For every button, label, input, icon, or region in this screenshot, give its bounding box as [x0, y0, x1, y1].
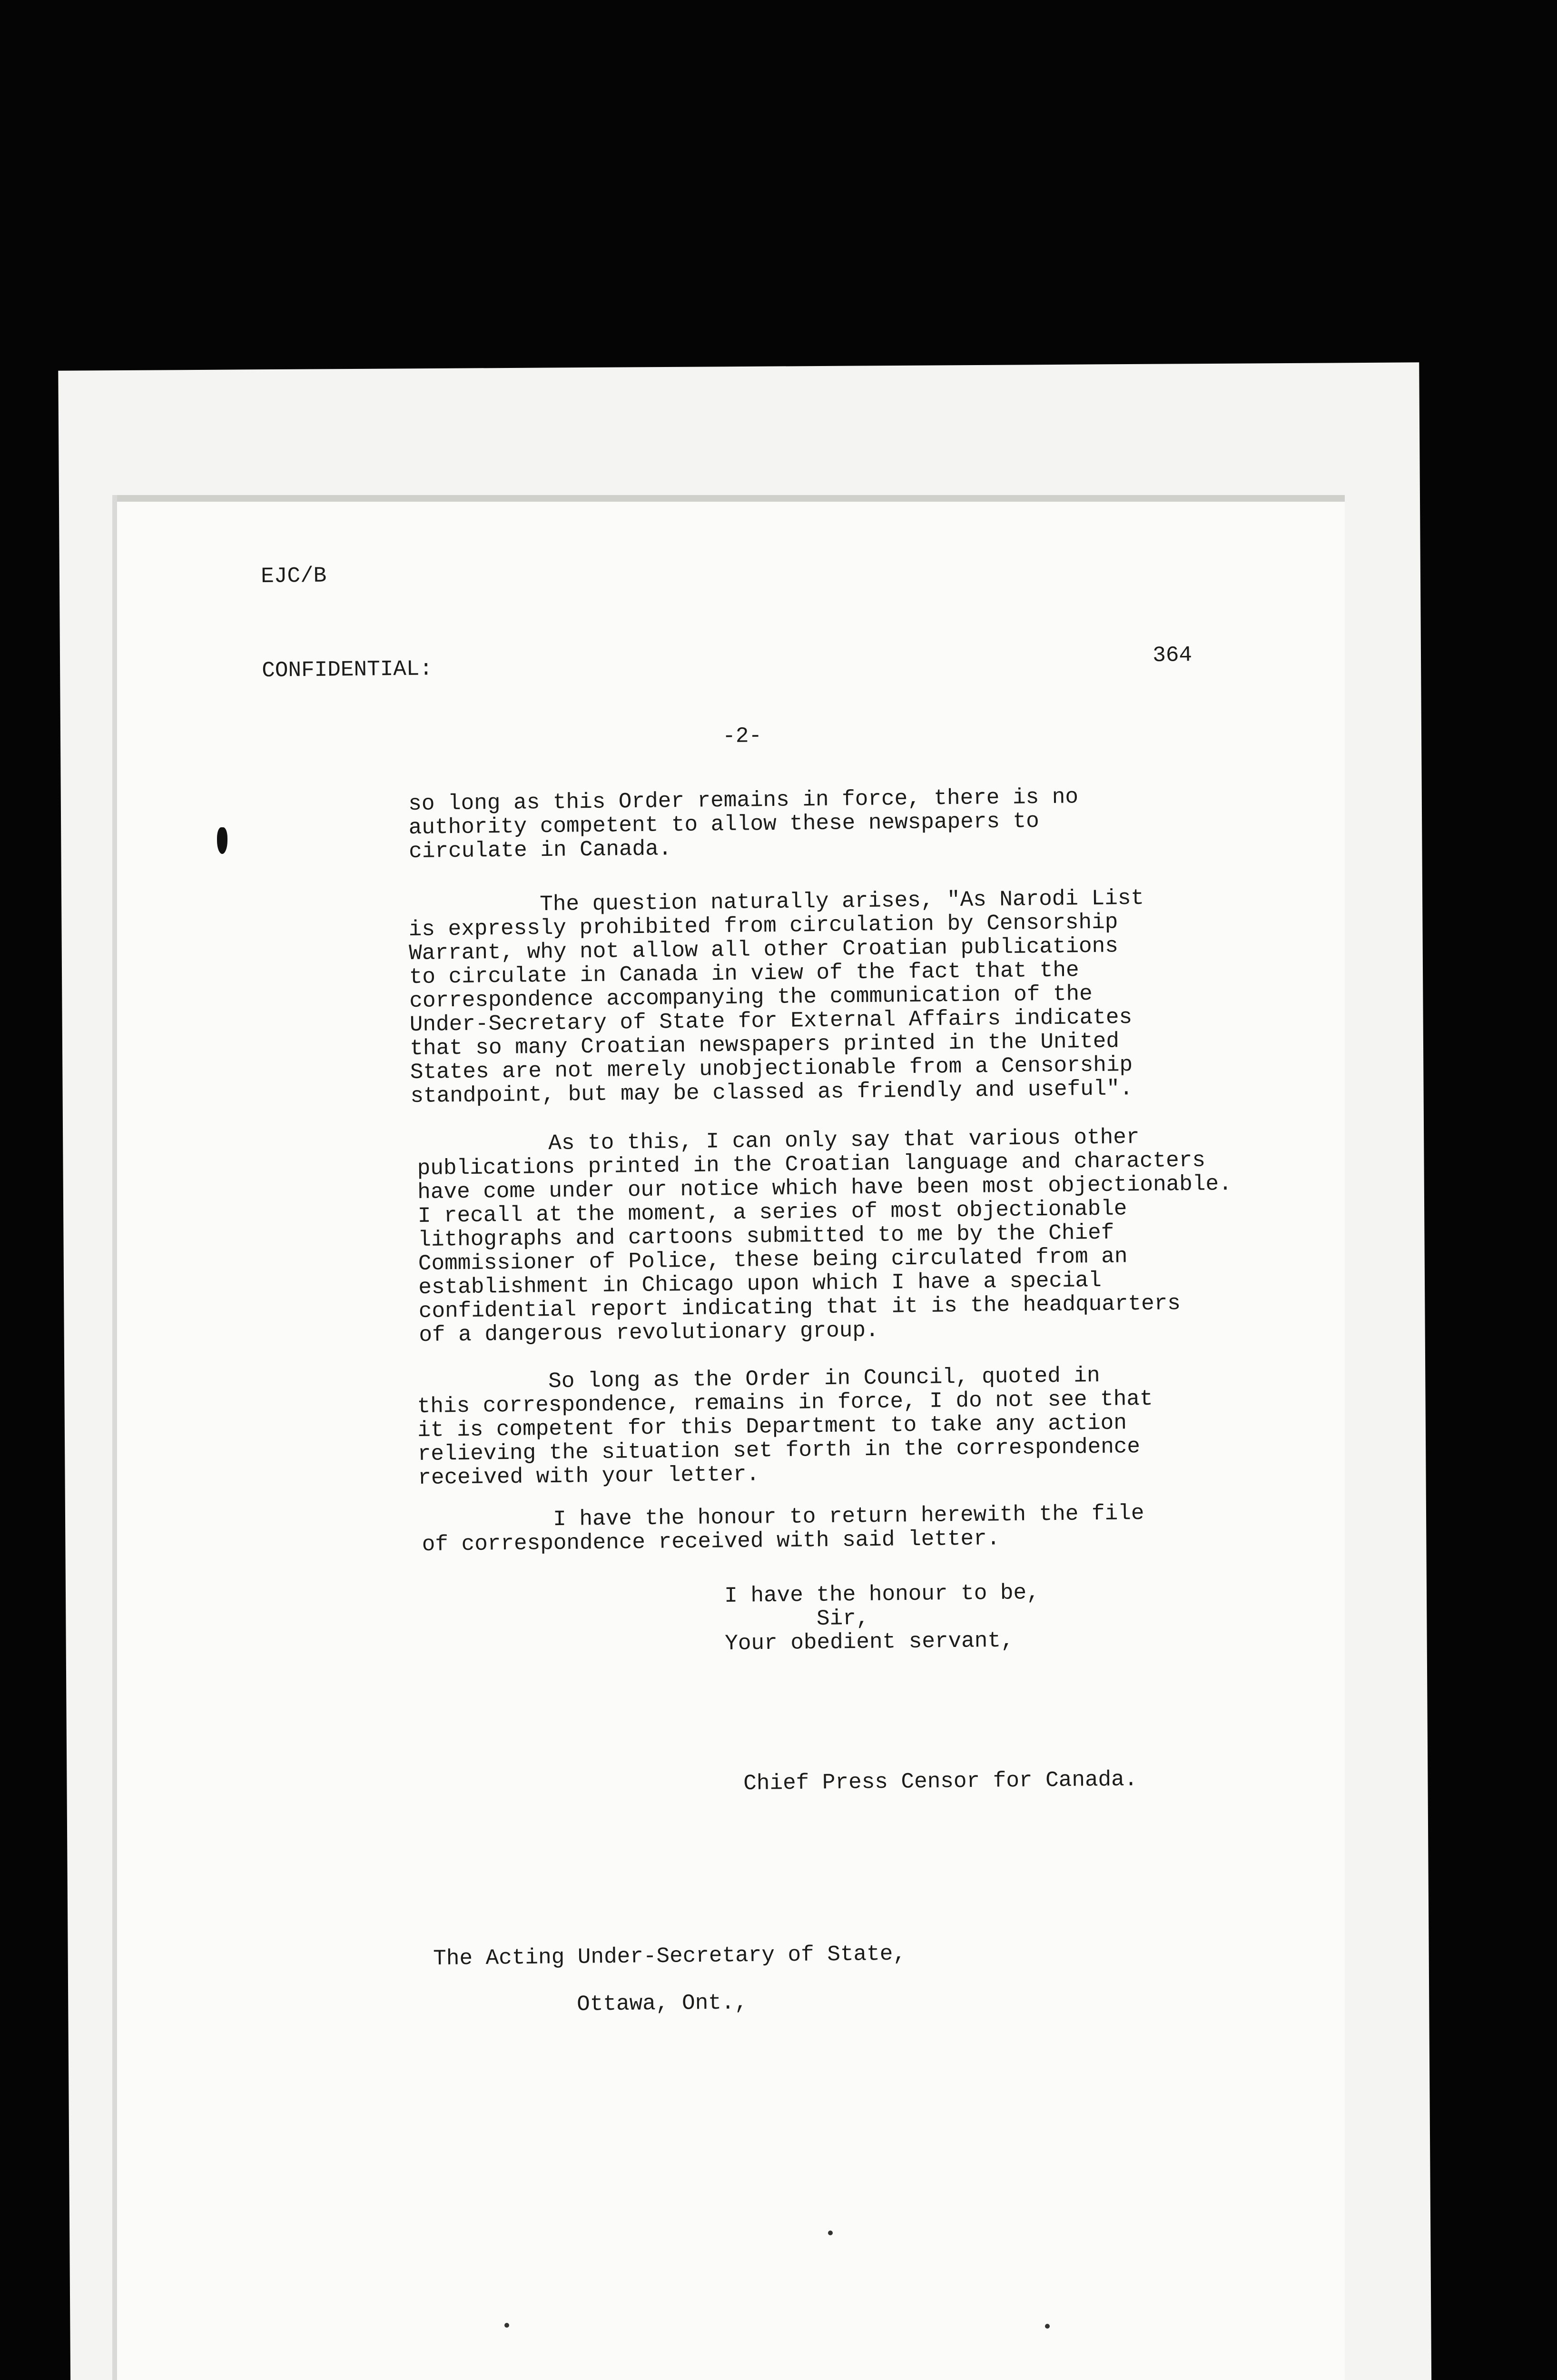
text-line: I recall at the moment, a series of most objectionable — [417, 1196, 1127, 1229]
text-line: Commissioner of Police, these being circulated from an — [418, 1244, 1128, 1276]
classification-heading: CONFIDENTIAL: — [261, 656, 433, 683]
text-line: The question naturally arises, "As Narodi List — [408, 885, 1144, 918]
page-speck — [1045, 2324, 1050, 2329]
paragraph-4 — [417, 1363, 1153, 1490]
text-line: Warrant, why not allow all other Croatian publications — [409, 933, 1119, 966]
text-line: to circulate in Canada in view of the fact that the — [409, 958, 1079, 990]
text-line: relieving the situation set forth in the correspondence — [417, 1434, 1141, 1467]
text-line: so long as this Order remains in force, there is no — [408, 784, 1079, 816]
page-number: -2- — [722, 724, 762, 749]
text-line: it is competent for this Department to take any action — [417, 1410, 1127, 1443]
page-speck — [504, 2323, 509, 2328]
text-line: So long as the Order in Council, quoted in — [416, 1363, 1100, 1395]
text-line: received with your letter. — [418, 1462, 760, 1490]
page-top-edge — [117, 495, 1345, 502]
paragraph-5 — [422, 1501, 1144, 1557]
text-line: of a dangerous revolutionary group. — [419, 1318, 879, 1348]
text-line: States are not merely unobjectionable from a Censorship — [410, 1052, 1133, 1085]
text-line: of correspondence received with said letter. — [422, 1526, 1000, 1557]
text-line: standpoint, but may be classed as friendly and useful". — [410, 1076, 1133, 1109]
reference-initials: EJC/B — [260, 563, 327, 589]
addressee: The Acting Under-Secretary of State, — [433, 1941, 907, 1971]
text-line: authority competent to allow these newspapers to — [408, 809, 1040, 840]
paragraph-2 — [408, 886, 1146, 1108]
closing-line: Your obedient servant, — [725, 1628, 1014, 1656]
text-line: establishment in Chicago upon which I have a special — [418, 1268, 1102, 1300]
page-speck — [828, 2231, 833, 2235]
closing-block — [724, 1581, 1040, 1656]
file-number: 364 — [1152, 643, 1192, 668]
text-line: I have the honour to return herewith the file — [421, 1501, 1144, 1533]
address-city: Ottawa, Ont., — [576, 1990, 748, 2017]
text-line: confidential report indicating that it is the headquarters — [418, 1291, 1181, 1324]
text-line: have come under our notice which have been most objectionable. — [417, 1171, 1232, 1205]
paragraph-1 — [408, 785, 1079, 863]
text-line: lithographs and cartoons submitted to me by the Chief — [418, 1220, 1114, 1252]
text-line: As to this, I can only say that various other — [416, 1125, 1140, 1157]
text-line: publications printed in the Croatian language and characters — [417, 1148, 1206, 1181]
text-line: correspondence accompanying the communication of the — [409, 981, 1093, 1013]
ink-blot — [217, 827, 227, 854]
closing-line: I have the honour to be, — [724, 1580, 1040, 1608]
closing-line: Sir, — [724, 1606, 869, 1632]
paragraph-3 — [417, 1124, 1233, 1347]
text-line: circulate in Canada. — [409, 836, 672, 864]
text-line: this correspondence, remains in force, I do not see that — [417, 1386, 1153, 1419]
text-line: that so many Croatian newspapers printed in the United — [410, 1029, 1120, 1061]
text-line: is expressly prohibited from circulation by Censorship — [408, 910, 1118, 942]
signature-title: Chief Press Censor for Canada. — [743, 1767, 1138, 1796]
text-line: Under-Secretary of State for External Affairs indicates — [409, 1005, 1133, 1037]
